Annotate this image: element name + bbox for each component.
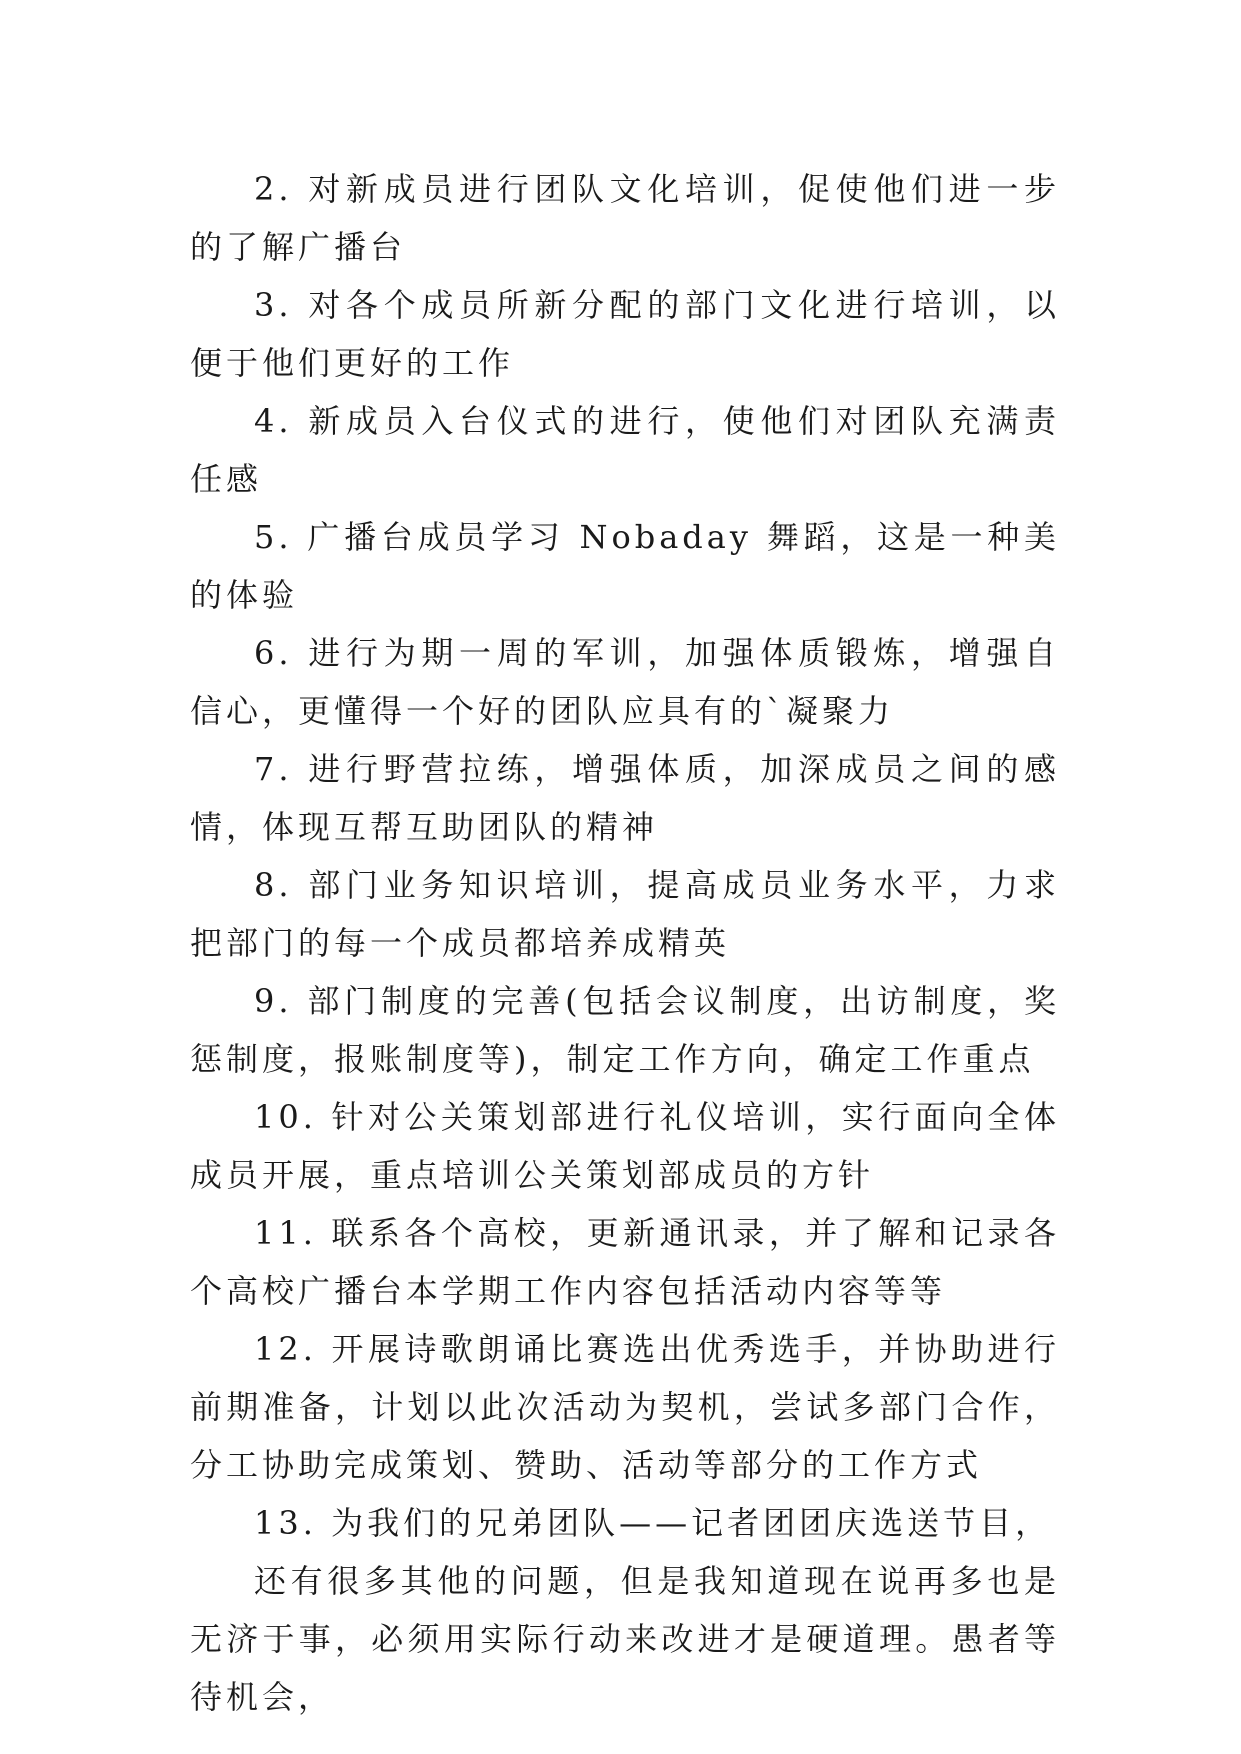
paragraph: 4. 新成员入台仪式的进行，使他们对团队充满责任感 [190,402,1060,498]
paragraph: 10. 针对公关策划部进行礼仪培训，实行面向全体成员开展，重点培训公关策划部成员的方针 [190,1098,1060,1194]
paragraph: 8. 部门业务知识培训，提高成员业务水平，力求把部门的每一个成员都培养成精英 [190,866,1060,962]
paragraph: 13. 为我们的兄弟团队——记者团团庆选送节目， [254,1504,1052,1542]
paragraph: 5. 广播台成员学习 Nobaday 舞蹈，这是一种美的体验 [190,518,1060,614]
paragraph: 11. 联系各个高校，更新通讯录，并了解和记录各个高校广播台本学期工作内容包括活动内容等等 [190,1214,1060,1310]
paragraph: 12. 开展诗歌朗诵比赛选出优秀选手，并协助进行前期准备，计划以此次活动为契机，尝试多部门合作，分工协助完成策划、赞助、活动等部分的工作方式 [190,1330,1060,1484]
document-body [190,160,1060,1726]
paragraph: 9. 部门制度的完善(包括会议制度，出访制度，奖惩制度，报账制度等)，制定工作方向，确定工作重点 [190,982,1060,1078]
paragraph: 3. 对各个成员所新分配的部门文化进行培训，以便于他们更好的工作 [190,286,1060,382]
paragraph: 7. 进行野营拉练，增强体质，加深成员之间的感情，体现互帮互助团队的精神 [190,750,1060,846]
paragraph: 2. 对新成员进行团队文化培训，促使他们进一步的了解广播台 [190,170,1060,266]
paragraph: 6. 进行为期一周的军训，加强体质锻炼，增强自信心，更懂得一个好的团队应具有的`凝聚力 [190,634,1060,730]
paragraph: 还有很多其他的问题，但是我知道现在说再多也是无济于事，必须用实际行动来改进才是硬道理。愚者等待机会， [190,1562,1060,1716]
